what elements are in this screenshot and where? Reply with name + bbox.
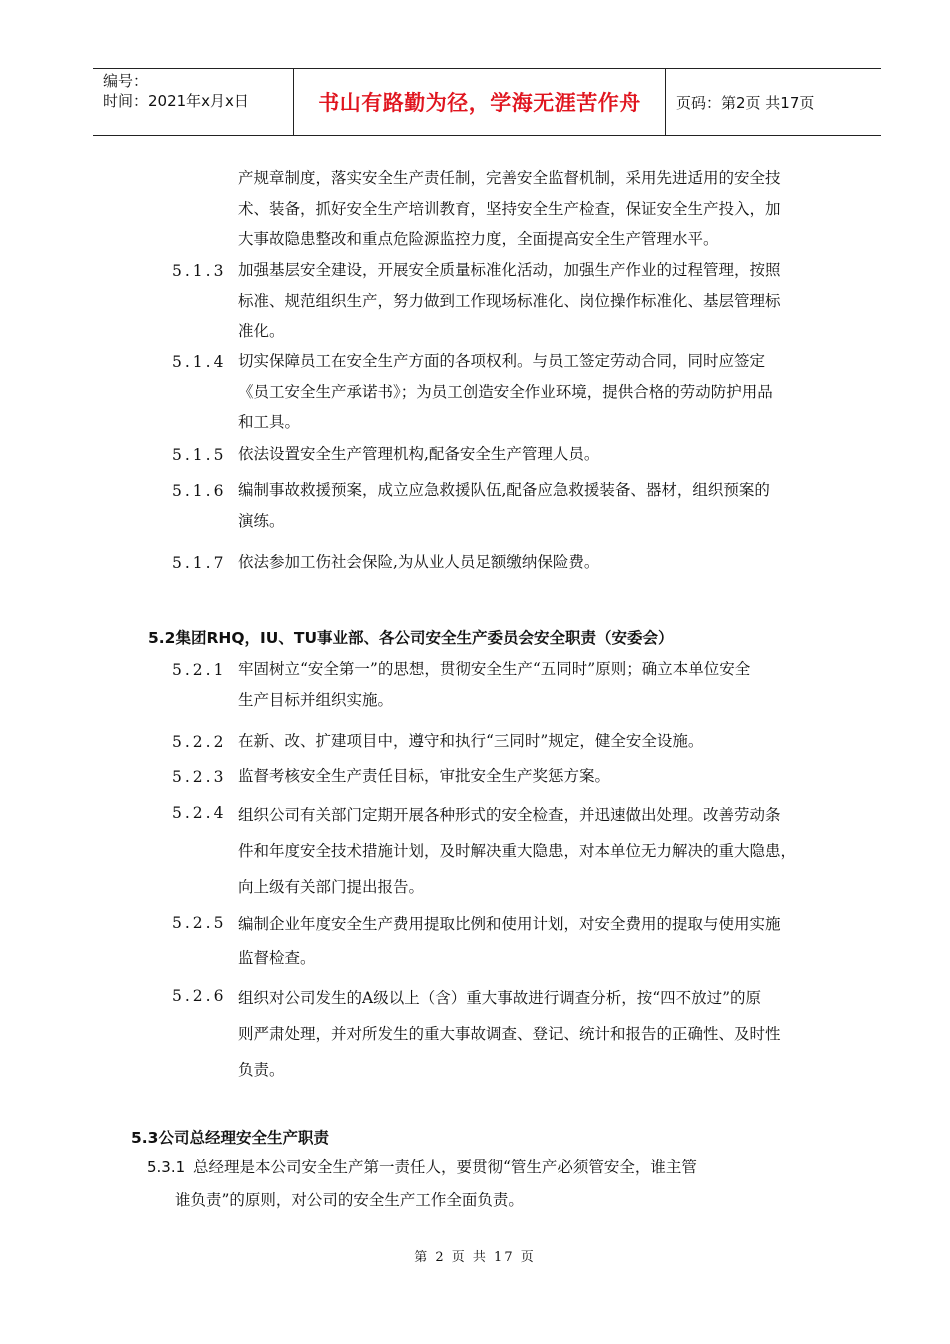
intro-paragraph xyxy=(238,163,781,255)
clause-line: 谁负责”的原则，对公司的安全生产工作全面负责。 xyxy=(175,1191,524,1209)
header-left-cell xyxy=(93,69,293,135)
section-heading-5-2: 5.2集团RHQ，IU、TU事业部、各公司安全生产委员会安全职责（安委会） xyxy=(148,629,674,647)
clause-line: 件和年度安全技术措施计划，及时解决重大隐患，对本单位无力解决的重大隐患， xyxy=(238,842,797,860)
clause-number: 5.2.4 xyxy=(172,804,227,822)
clause-line: 准化。 xyxy=(238,322,285,340)
page-footer: 第 2 页 共 17 页 xyxy=(414,1250,536,1265)
code-label: 编号： xyxy=(103,72,149,90)
clause-line: 监督检查。 xyxy=(238,949,316,967)
clause-line: 依法设置安全生产管理机构,配备安全生产管理人员。 xyxy=(238,445,600,463)
clause-line: 和工具。 xyxy=(238,413,301,431)
clause-line: 负责。 xyxy=(238,1061,285,1079)
clause-number: 5.1.4 xyxy=(172,353,227,371)
time-label: 时间：2021年x月x日 xyxy=(103,92,249,110)
clause-line: 向上级有关部门提出报告。 xyxy=(238,878,425,896)
clause-text xyxy=(238,475,770,536)
clause-text xyxy=(238,761,610,792)
page-header xyxy=(93,68,881,136)
section-heading-5-3: 5.3公司总经理安全生产职责 xyxy=(131,1129,329,1147)
clause-number: 5.2.2 xyxy=(172,733,227,751)
clause-number: 5.1.6 xyxy=(172,482,227,500)
clause-number: 5.2.1 xyxy=(172,661,227,679)
clause-line: 牢固树立“安全第一”的思想，贯彻安全生产“五同时”原则；确立本单位安全 xyxy=(238,660,751,678)
clause-number: 5.1.3 xyxy=(172,262,227,280)
header-motto: 书山有路勤为径，学海无涯苦作舟 xyxy=(293,69,666,135)
clause-line: 编制企业年度安全生产费用提取比例和使用计划，对安全费用的提取与使用实施 xyxy=(238,915,781,933)
clause-text xyxy=(238,255,781,347)
clause-line: 加强基层安全建设，开展安全质量标准化活动，加强生产作业的过程管理，按照 xyxy=(238,261,781,279)
clause-line: 监督考核安全生产责任目标，审批安全生产奖惩方案。 xyxy=(238,767,611,785)
clause-text xyxy=(238,439,599,470)
clause-text xyxy=(238,547,599,578)
clause-line: 编制事故救援预案，成立应急救援队伍,配备应急救援装备、器材，组织预案的 xyxy=(238,481,770,499)
clause-number: 5.2.6 xyxy=(172,987,227,1005)
clause-number: 5.1.5 xyxy=(172,446,227,464)
clause-line: 《员工安全生产承诺书》；为员工创造安全作业环境，提供合格的劳动防护用品 xyxy=(238,382,773,401)
clause-text xyxy=(175,1151,697,1217)
clause-text xyxy=(238,726,703,757)
intro-line: 大事故隐患整改和重点危险源监控力度，全面提高安全生产管理水平。 xyxy=(238,230,719,248)
clause-text xyxy=(238,797,796,905)
clause-text xyxy=(238,654,750,715)
clause-line: 在新、改、扩建项目中，遵守和执行“三同时”规定，健全安全设施。 xyxy=(238,732,704,750)
clause-line: 组织公司有关部门定期开展各种形式的安全检查，并迅速做出处理。改善劳动条 xyxy=(238,806,781,824)
clause-number: 5.2.3 xyxy=(172,768,227,786)
intro-line: 术、装备，抓好安全生产培训教育，坚持安全生产检查，保证安全生产投入，加 xyxy=(238,199,781,218)
intro-line: 产规章制度，落实安全生产责任制，完善安全监督机制，采用先进适用的安全技 xyxy=(238,169,781,187)
clause-line: 总经理是本公司安全生产第一责任人，要贯彻“管生产必须管安全，谁主管 xyxy=(193,1158,697,1176)
clause-number: 5.3.1 xyxy=(147,1158,186,1176)
clause-line: 依法参加工伤社会保险,为从业人员足额缴纳保险费。 xyxy=(238,553,600,571)
clause-line: 切实保障员工在安全生产方面的各项权利。与员工签定劳动合同，同时应签定 xyxy=(238,352,766,370)
clause-line: 则严肃处理，并对所发生的重大事故调查、登记、统计和报告的正确性、及时性 xyxy=(238,1025,781,1043)
clause-text xyxy=(238,980,781,1088)
clause-number: 5.2.5 xyxy=(172,914,227,932)
clause-line: 生产目标并组织实施。 xyxy=(238,690,394,709)
clause-line: 标准、规范组织生产，努力做到工作现场标准化、岗位操作标准化、基层管理标 xyxy=(238,291,781,310)
clause-text xyxy=(238,907,781,975)
header-page-label: 页码：第2页 共17页 xyxy=(676,93,815,112)
clause-line: 演练。 xyxy=(238,511,285,530)
clause-number: 5.1.7 xyxy=(172,554,227,572)
clause-line: 组织对公司发生的A级以上（含）重大事故进行调查分析，按“四不放过”的原 xyxy=(238,989,762,1007)
clause-text xyxy=(238,346,773,438)
